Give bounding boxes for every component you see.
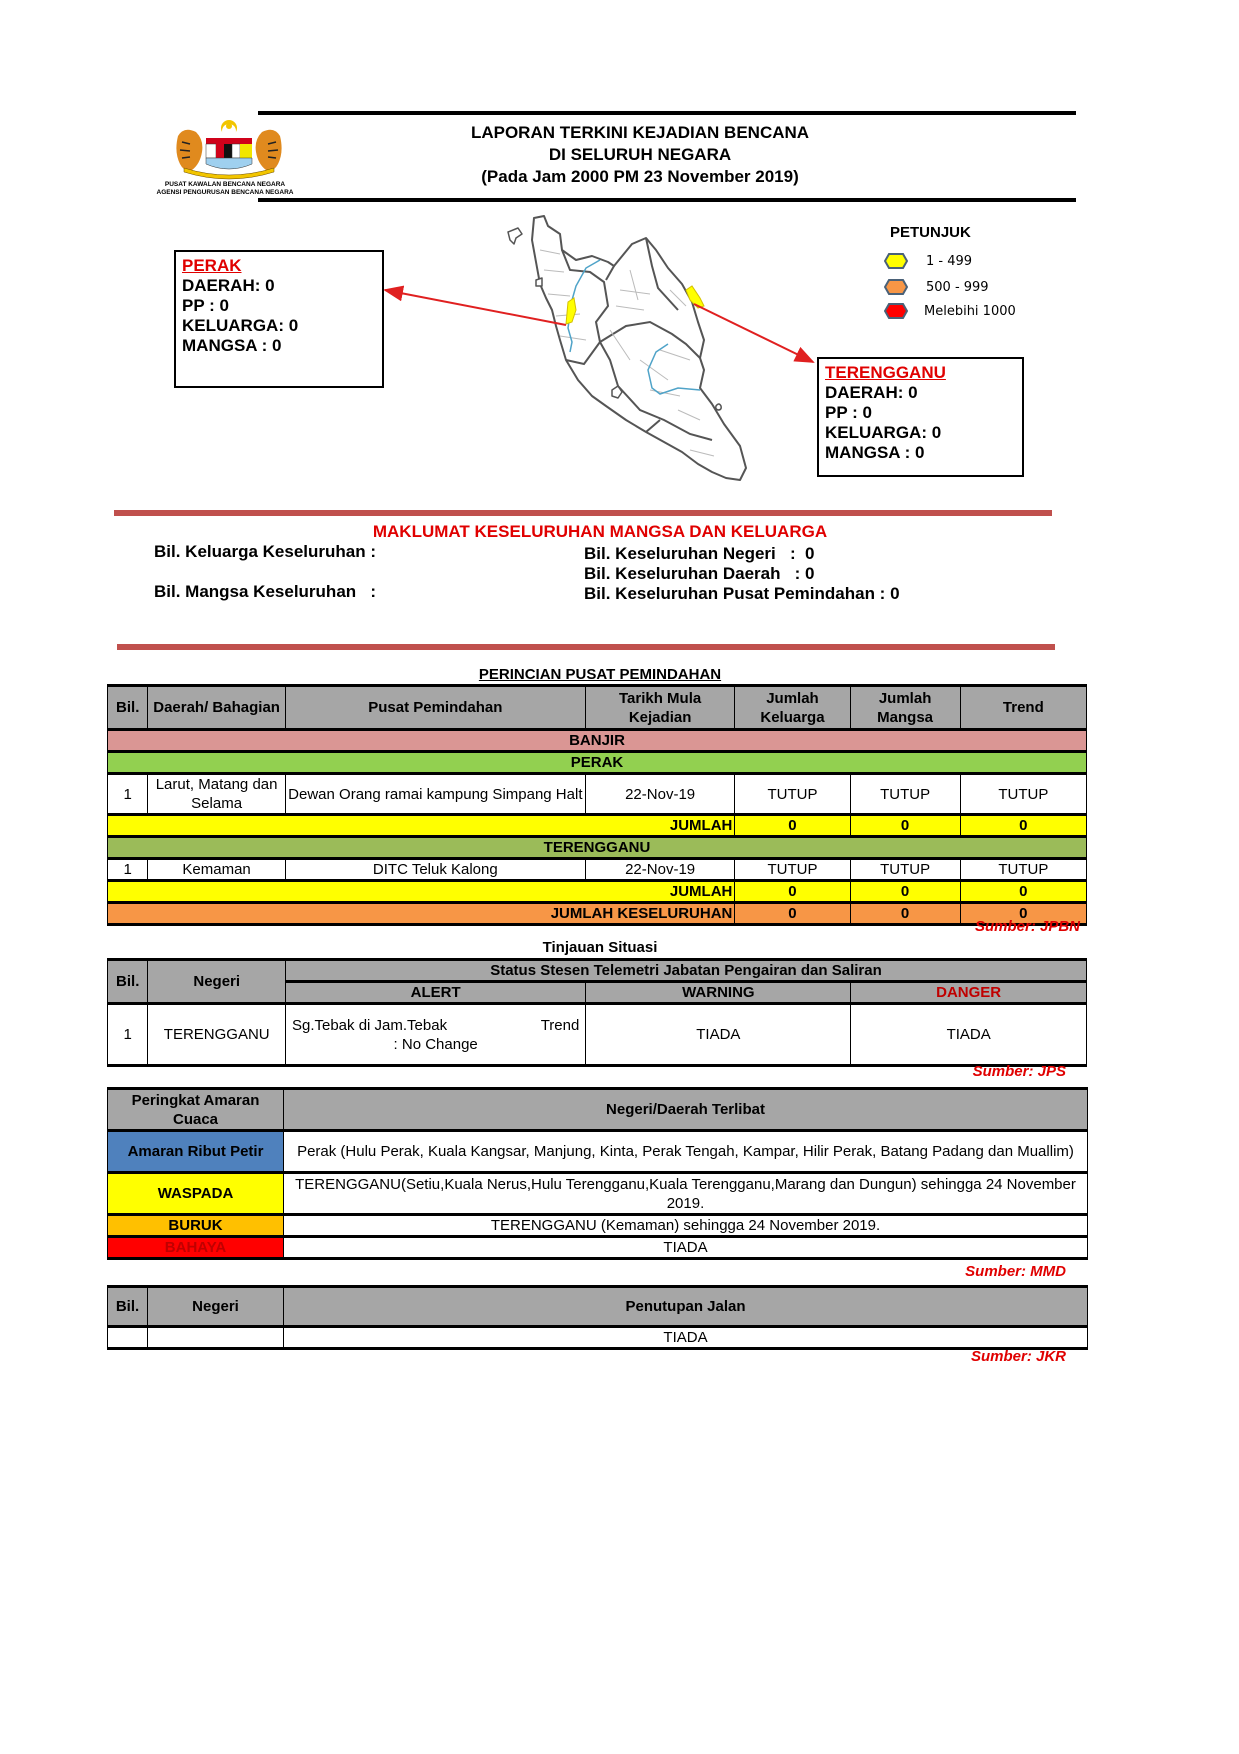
col-telemetri-group: Status Stesen Telemetri Jabatan Pengairan dan Saliran	[285, 960, 1086, 982]
state-name: PERAK	[182, 256, 242, 275]
bil-pusat-pemindahan: Bil. Keseluruhan Pusat Pemindahan : 0	[584, 584, 900, 603]
cell-negeri	[148, 1327, 284, 1349]
jumlah-row	[108, 881, 1087, 903]
report-title-line2: DI SELURUH NEGARA	[548, 145, 732, 164]
jumlah-mangsa: 0	[850, 815, 960, 837]
table-row	[108, 859, 1087, 881]
maklumat-title: MAKLUMAT KESELURUHAN MANGSA DAN KELUARGA	[372, 522, 828, 541]
cell-keluarga: TUTUP	[735, 859, 850, 881]
mangsa-count: MANGSA : 0	[825, 443, 925, 462]
cell-bil: 1	[108, 1004, 148, 1066]
cell-warning: TIADA	[586, 1004, 851, 1066]
source-jpbn: Sumber: JPBN	[974, 918, 1080, 935]
daerah-count: DAERAH: 0	[825, 383, 918, 402]
legend-item	[884, 250, 972, 272]
cell-text: TIADA	[284, 1237, 1088, 1259]
table-row	[108, 1131, 1088, 1173]
legend-title: PETUNJUK	[890, 224, 971, 241]
legend-label: 1 - 499	[926, 253, 973, 269]
col-danger: DANGER	[851, 982, 1087, 1004]
alert-trend: : No Change	[393, 1035, 478, 1053]
level-bahaya: BAHAYA	[108, 1237, 284, 1259]
grand-total-keluarga: 0	[735, 903, 850, 925]
state-name: TERENGGANU	[825, 363, 946, 382]
jalan-table	[107, 1285, 1088, 1350]
cell-trend: TUTUP	[960, 859, 1086, 881]
table-row	[108, 1173, 1088, 1215]
grand-total-trend: 0	[960, 903, 1086, 925]
logo-caption-1: PUSAT KAWALAN BENCANA NEGARA	[164, 181, 286, 188]
cell-text: Perak (Hulu Perak, Kuala Kangsar, Manjung, Kinta, Perak Tengah, Kampar, Hilir Perak, Batang Padang dan Muallim)	[284, 1131, 1088, 1173]
cell-pusat: Dewan Orang ramai kampung Simpang Halt	[285, 774, 585, 815]
keluarga-count: KELUARGA: 0	[825, 423, 942, 442]
col-mangsa: Jumlah Mangsa	[850, 686, 960, 730]
cell-text: TERENGGANU(Setiu,Kuala Nerus,Hulu Terengganu,Kuala Terengganu,Marang dan Dungun) sehingga 24 November 2019.	[284, 1173, 1088, 1215]
col-bil: Bil.	[108, 686, 148, 730]
col-peringkat: Peringkat Amaran Cuaca	[108, 1089, 284, 1131]
hexagon-yellow-icon	[884, 253, 908, 269]
grand-total-label: JUMLAH KESELURUHAN	[108, 903, 735, 925]
mangsa-count: MANGSA : 0	[182, 336, 282, 355]
table-header-row	[108, 686, 1087, 730]
bil-negeri: Bil. Keseluruhan Negeri : 0	[584, 544, 815, 563]
table-row	[108, 1004, 1087, 1066]
report-title-line3: (Pada Jam 2000 PM 23 November 2019)	[481, 167, 799, 186]
section-divider-bottom	[117, 644, 1055, 650]
cell-tarikh: 22-Nov-19	[585, 859, 735, 881]
source-mmd: Sumber: MMD	[965, 1263, 1066, 1280]
cell-bil: 1	[108, 774, 148, 815]
grand-total-mangsa: 0	[850, 903, 960, 925]
state-header-perak: PERAK	[108, 752, 1087, 774]
perak-summary-box	[174, 250, 384, 388]
daerah-count: DAERAH: 0	[182, 276, 275, 295]
col-keluarga: Jumlah Keluarga	[735, 686, 850, 730]
jumlah-keluarga: 0	[735, 881, 850, 903]
bil-daerah: Bil. Keseluruhan Daerah : 0	[584, 564, 815, 583]
col-bil: Bil.	[108, 960, 148, 1004]
jumlah-keluarga: 0	[735, 815, 850, 837]
legend-label: Melebihi 1000	[924, 303, 1016, 319]
pp-count: PP : 0	[825, 403, 872, 422]
section-divider-top	[114, 510, 1052, 516]
cell-keluarga: TUTUP	[735, 774, 850, 815]
legend-item	[884, 276, 989, 298]
col-pusat: Pusat Pemindahan	[285, 686, 585, 730]
bil-mangsa-label: Bil. Mangsa Keseluruhan :	[154, 582, 376, 601]
alert-trend-label: Trend	[540, 1016, 580, 1034]
cell-text: TERENGGANU (Kemaman) sehingga 24 November 2019.	[284, 1215, 1088, 1237]
cell-bil	[108, 1327, 148, 1349]
source-jps: Sumber: JPS	[972, 1063, 1066, 1080]
level-buruk: BURUK	[108, 1215, 284, 1237]
hexagon-red-icon	[884, 303, 908, 319]
cell-trend: TUTUP	[960, 774, 1086, 815]
cell-alert	[285, 1004, 585, 1066]
cell-pusat: DITC Teluk Kalong	[285, 859, 585, 881]
cell-tarikh: 22-Nov-19	[585, 774, 735, 815]
legend-label: 500 - 999	[926, 279, 989, 295]
level-ribut-petir: Amaran Ribut Petir	[108, 1131, 284, 1173]
col-tarikh: Tarikh Mula Kejadian	[585, 686, 735, 730]
col-negeri: Negeri	[148, 960, 286, 1004]
logo-caption-2: AGENSI PENGURUSAN BENCANA NEGARA	[156, 189, 294, 196]
pemindahan-title: PERINCIAN PUSAT PEMINDAHAN	[478, 666, 722, 683]
col-warning: WARNING	[586, 982, 851, 1004]
cell-bil: 1	[108, 859, 148, 881]
table-row	[108, 774, 1087, 815]
cell-negeri: TERENGGANU	[148, 1004, 286, 1066]
col-penutupan: Penutupan Jalan	[284, 1287, 1088, 1327]
col-bil: Bil.	[108, 1287, 148, 1327]
jumlah-trend: 0	[960, 881, 1086, 903]
col-alert: ALERT	[285, 982, 585, 1004]
col-daerah: Daerah/ Bahagian	[148, 686, 285, 730]
table-row	[108, 1327, 1088, 1349]
cell-text: TIADA	[284, 1327, 1088, 1349]
tinjauan-table	[107, 958, 1087, 1067]
legend-item	[884, 300, 1016, 322]
cell-mangsa: TUTUP	[850, 774, 960, 815]
col-negeri-daerah: Negeri/Daerah Terlibat	[284, 1089, 1088, 1131]
keluarga-count: KELUARGA: 0	[182, 316, 299, 335]
table-row	[108, 1215, 1088, 1237]
cell-daerah: Kemaman	[148, 859, 285, 881]
jumlah-mangsa: 0	[850, 881, 960, 903]
cell-danger: TIADA	[851, 1004, 1087, 1066]
table-row	[108, 1237, 1088, 1259]
cuaca-table	[107, 1087, 1088, 1260]
tinjauan-title: Tinjauan Situasi	[542, 939, 658, 956]
hexagon-orange-icon	[884, 279, 908, 295]
jumlah-trend: 0	[960, 815, 1086, 837]
report-title-line1: LAPORAN TERKINI KEJADIAN BENCANA	[470, 123, 810, 142]
col-negeri: Negeri	[148, 1287, 284, 1327]
terengganu-summary-box	[817, 357, 1024, 477]
bil-keluarga-label: Bil. Keluarga Keseluruhan :	[154, 542, 376, 561]
source-jkr: Sumber: JKR	[970, 1348, 1066, 1365]
jumlah-row	[108, 815, 1087, 837]
alert-station: Sg.Tebak di Jam.Tebak	[291, 1016, 448, 1034]
cell-mangsa: TUTUP	[850, 859, 960, 881]
jumlah-label: JUMLAH	[108, 881, 735, 903]
level-waspada: WASPADA	[108, 1173, 284, 1215]
pemindahan-table	[107, 684, 1087, 926]
state-header-terengganu: TERENGGANU	[108, 837, 1087, 859]
cell-daerah: Larut, Matang dan Selama	[148, 774, 285, 815]
jumlah-label: JUMLAH	[108, 815, 735, 837]
col-trend: Trend	[960, 686, 1086, 730]
pp-count: PP : 0	[182, 296, 229, 315]
category-banjir: BANJIR	[108, 730, 1087, 752]
